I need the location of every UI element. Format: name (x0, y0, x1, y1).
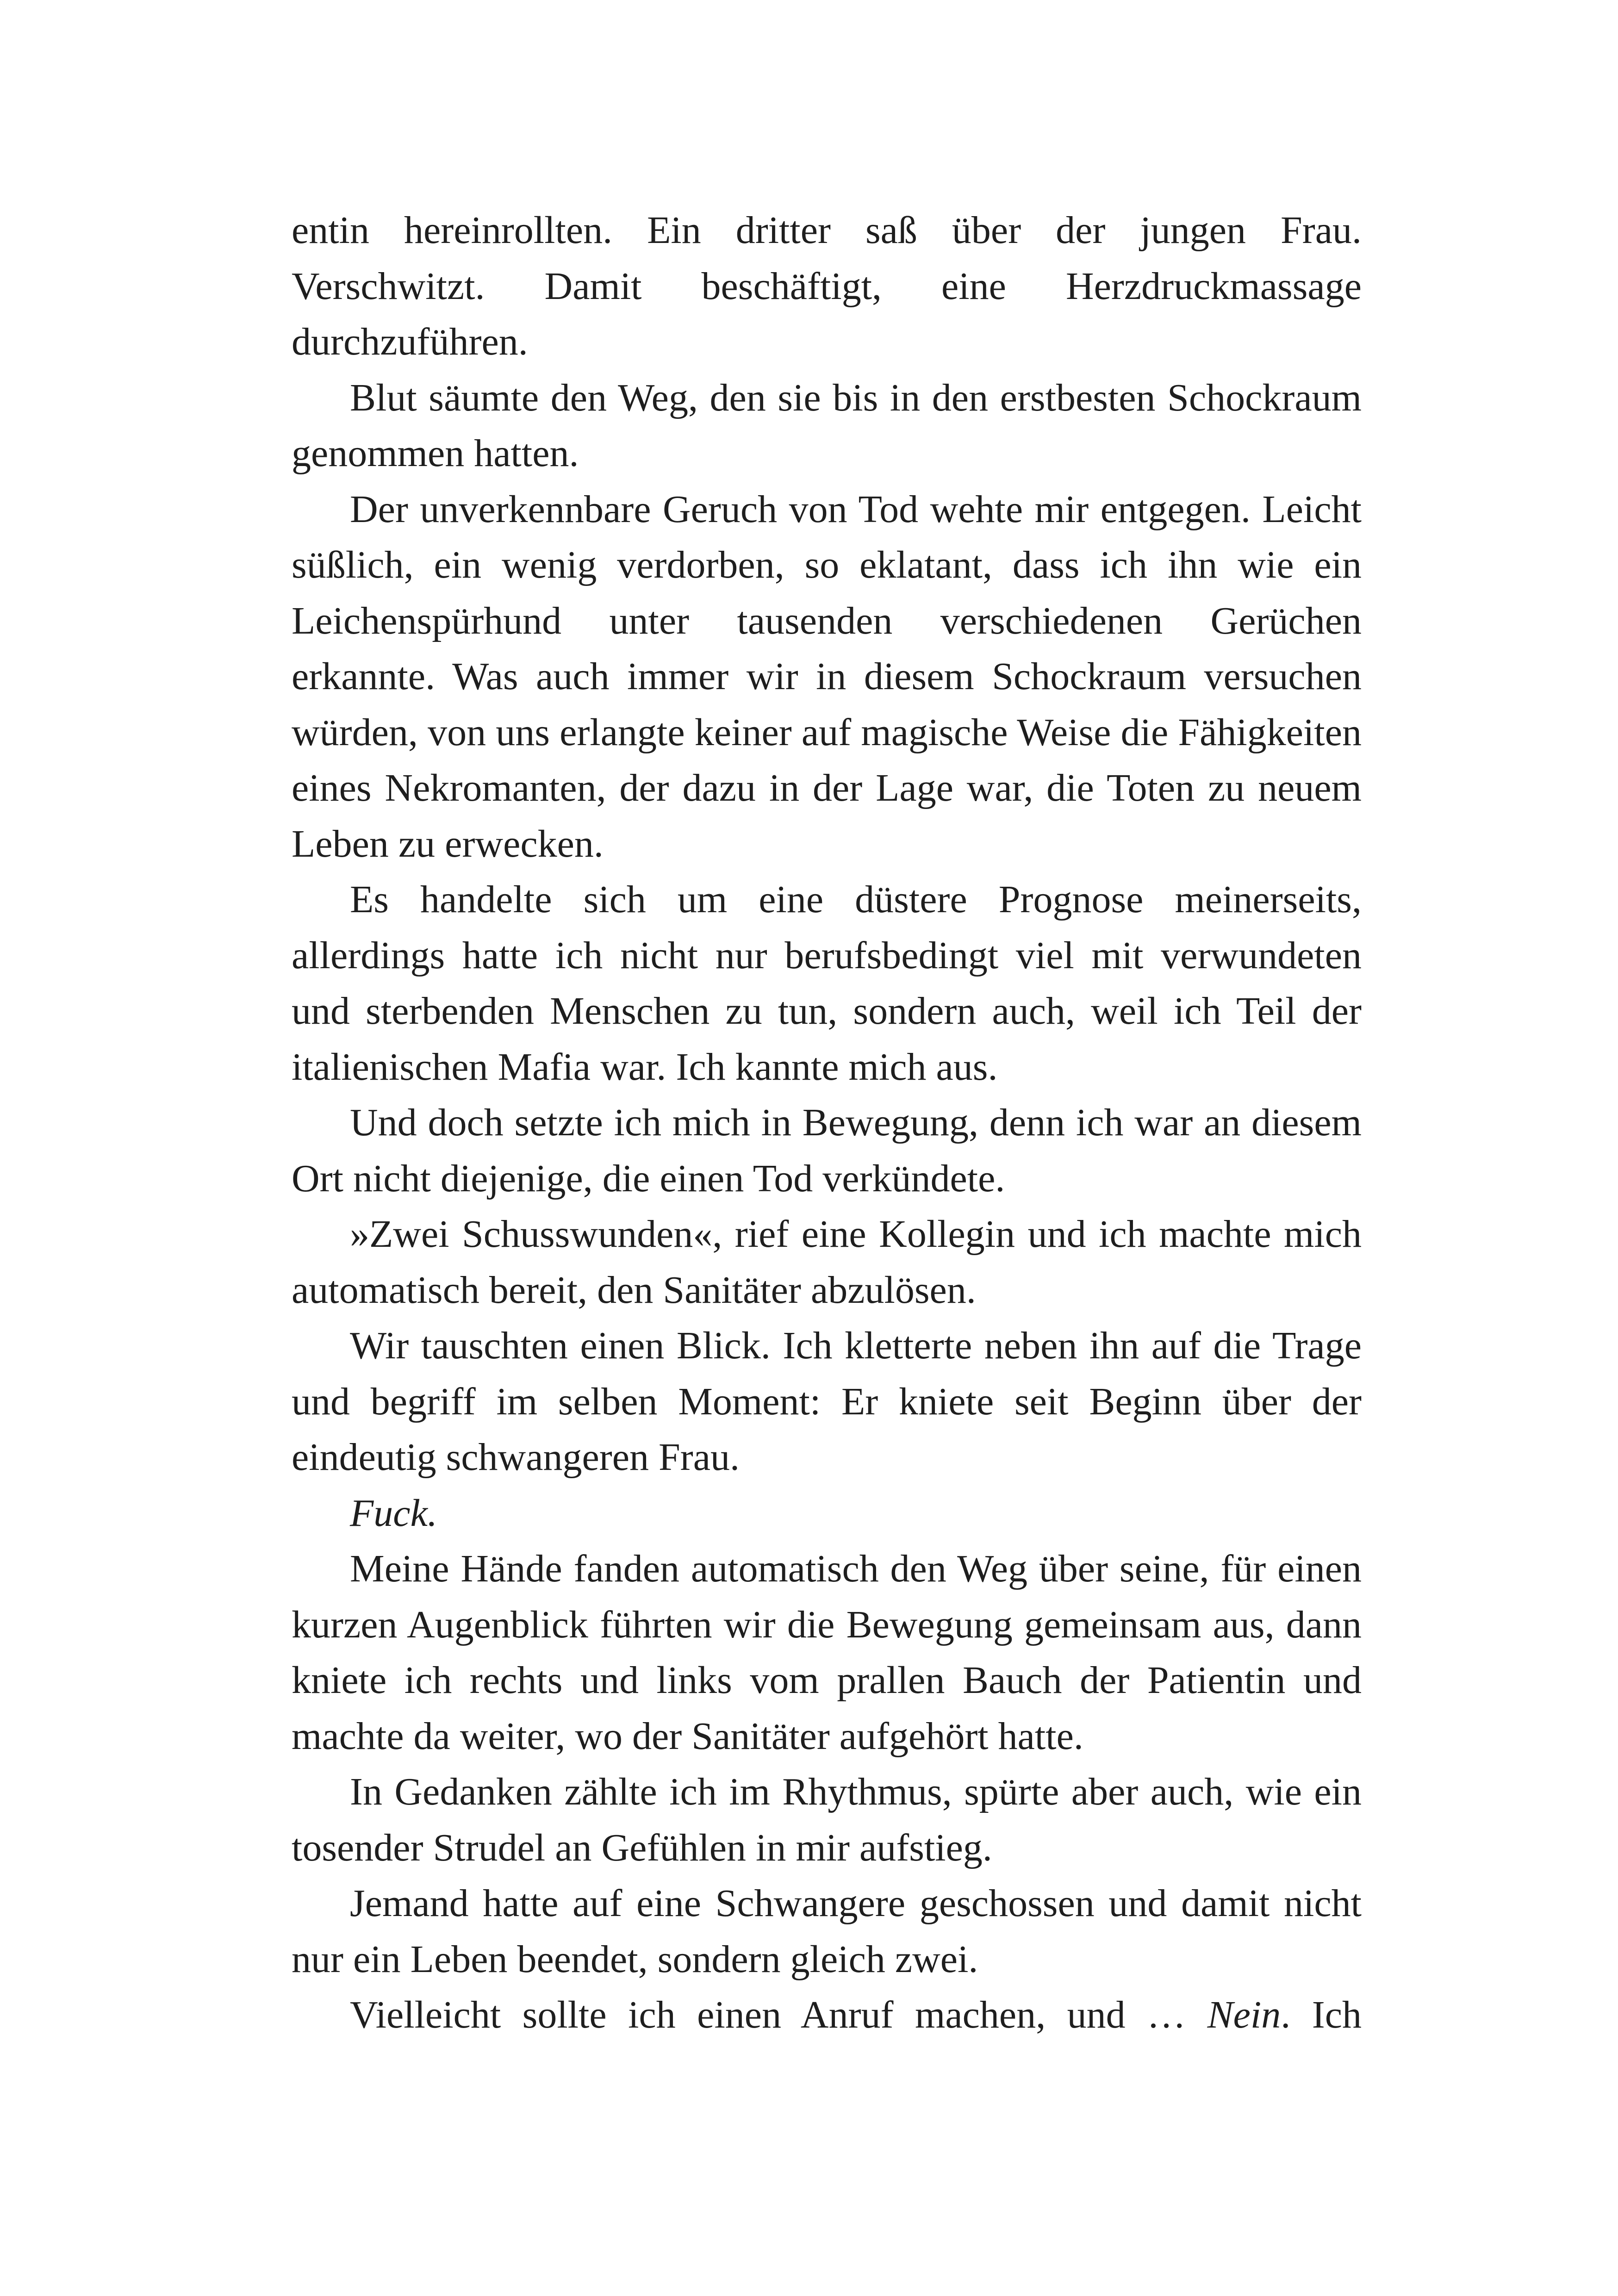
paragraph-2: Blut säumte den Weg, den sie bis in den erstbesten Schockraum genommen hatten. (292, 376, 1362, 475)
paragraph-8-italic: Fuck. (350, 1491, 437, 1535)
paragraph-10: In Gedanken zählte ich im Rhythmus, spürte aber auch, wie ein tosender Strudel an Gefühlen in mir aufstieg. (292, 1770, 1362, 1869)
paragraph-12 (292, 1987, 1362, 2043)
paragraph-12-part-1: Vielleicht sollte ich einen Anruf machen, und … (350, 1993, 1207, 2036)
paragraph-11: Jemand hatte auf eine Schwangere geschossen und damit nicht nur ein Leben beendet, sondern gleich zwei. (292, 1882, 1362, 1981)
paragraph-6: »Zwei Schusswunden«, rief eine Kollegin und ich machte mich automatisch bereit, den Sanitäter abzulösen. (292, 1213, 1362, 1312)
paragraph-12-part-3: . Ich (1281, 1993, 1362, 2036)
page-body-text (292, 203, 1362, 2043)
paragraph-5: Und doch setzte ich mich in Bewegung, denn ich war an diesem Ort nicht diejenige, die einen Tod verkündete. (292, 1101, 1362, 1200)
paragraph-4: Es handelte sich um eine düstere Prognose meinerseits, allerdings hatte ich nicht nur berufsbedingt viel mit verwundeten und sterbenden Menschen zu tun, sondern auch, weil ich Teil der italienischen Mafia war. Ich kannte mich aus. (292, 878, 1362, 1089)
paragraph-7: Wir tauschten einen Blick. Ich kletterte neben ihn auf die Trage und begriff im selben Moment: Er kniete seit Beginn über der eindeutig schwangeren Frau. (292, 1324, 1362, 1479)
paragraph-1: entin hereinrollten. Ein dritter saß über der jungen Frau. Verschwitzt. Damit beschäftigt, eine Herzdruckmassage durchzuführen. (292, 209, 1362, 363)
paragraph-9: Meine Hände fanden automatisch den Weg über seine, für einen kurzen Augenblick führten wir die Bewegung gemeinsam aus, dann kniete ich rechts und links vom prallen Bauch der Patientin und machte da weiter, wo der Sanitäter aufgehört hatte. (292, 1547, 1362, 1758)
paragraph-3: Der unverkennbare Geruch von Tod wehte mir entgegen. Leicht süßlich, ein wenig verdorben, so eklatant, dass ich ihn wie ein Leichenspürhund unter tausenden verschiedenen Gerüchen erkannte. Was auch immer wir in diesem Schockraum versuchen würden, von uns erlangte keiner auf magische Weise die Fähigkeiten eines Nekromanten, der dazu in der Lage war, die Toten zu neuem Leben zu erwecken. (292, 487, 1362, 865)
paragraph-12-italic-word: Nein (1207, 1993, 1281, 2036)
